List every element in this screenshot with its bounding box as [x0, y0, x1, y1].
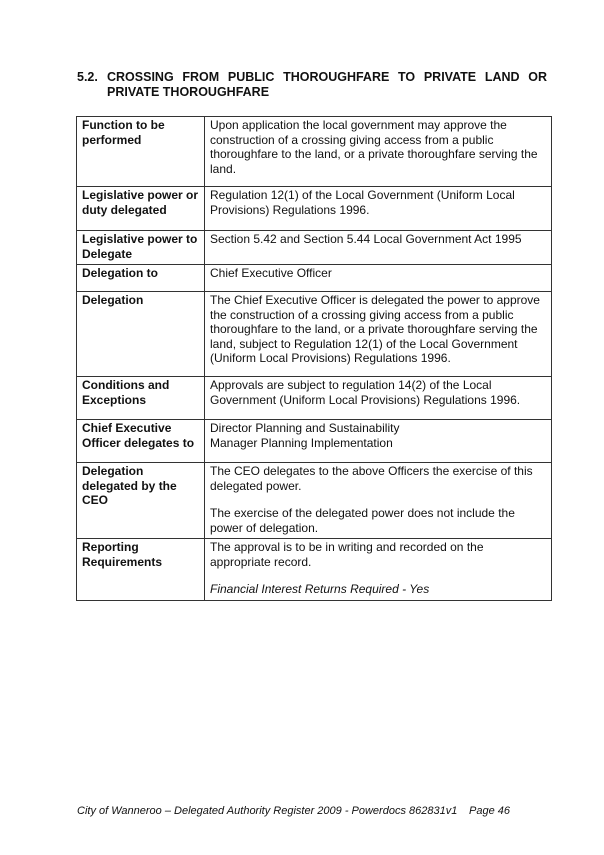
- row-text: The Chief Executive Officer is delegated the power to approve the construction of a crossing giving access from a public thoroughfare to the land, or a private thoroughfare serving the land, subject to Regulation 12(1) of the Local Government (Uniform Local Provisions) Regulations 1996.: [210, 293, 540, 365]
- row-value: [205, 117, 552, 187]
- row-label: Conditions and Exceptions: [77, 377, 205, 420]
- table-row: [77, 463, 552, 539]
- row-text: Financial Interest Returns Required - Yes: [210, 582, 430, 596]
- row-label: Chief Executive Officer delegates to: [77, 420, 205, 463]
- row-value: [205, 539, 552, 601]
- footer-text: City of Wanneroo – Delegated Authority Register 2009 - Powerdocs 862831v1: [77, 805, 458, 817]
- row-label: Function to be performed: [77, 117, 205, 187]
- row-text: Chief Executive Officer: [210, 266, 332, 280]
- table-row: [77, 187, 552, 231]
- row-text: The CEO delegates to the above Officers the exercise of this delegated power.: [210, 464, 533, 493]
- row-text: Manager Planning Implementation: [210, 435, 393, 450]
- page-number: Page 46: [469, 805, 510, 817]
- row-text: The exercise of the delegated power does not include the power of delegation.: [210, 506, 515, 535]
- section-title: CROSSING FROM PUBLIC THOROUGHFARE TO PRIVATE LAND OR PRIVATE THOROUGHFARE: [107, 70, 547, 99]
- paragraph-spacer: [210, 493, 547, 506]
- table-row: [77, 539, 552, 601]
- row-text: The approval is to be in writing and recorded on the appropriate record.: [210, 540, 484, 569]
- row-text: Approvals are subject to regulation 14(2) of the Local Government (Uniform Local Provisions) Regulations 1996.: [210, 378, 521, 407]
- row-value: [205, 292, 552, 377]
- row-value: [205, 231, 552, 265]
- table-row: [77, 377, 552, 420]
- row-label: Legislative power to Delegate: [77, 231, 205, 265]
- table-row: [77, 231, 552, 265]
- row-label: Legislative power or duty delegated: [77, 187, 205, 231]
- row-text: Section 5.42 and Section 5.44 Local Government Act 1995: [210, 232, 522, 246]
- row-value: [205, 265, 552, 292]
- row-text: Regulation 12(1) of the Local Government (Uniform Local Provisions) Regulations 1996.: [210, 188, 515, 217]
- row-label: Delegation to: [77, 265, 205, 292]
- page-footer: [77, 805, 537, 818]
- paragraph-spacer: [210, 569, 547, 582]
- table-row: [77, 117, 552, 187]
- table-row: [77, 420, 552, 463]
- table-row: [77, 265, 552, 292]
- delegation-table: [76, 116, 552, 601]
- row-value: [205, 463, 552, 539]
- table-row: [77, 292, 552, 377]
- section-number: 5.2.: [77, 70, 98, 84]
- row-label: Reporting Requirements: [77, 539, 205, 601]
- row-value: [205, 377, 552, 420]
- row-text: Director Planning and Sustainability: [210, 421, 400, 435]
- row-value: [205, 187, 552, 231]
- row-value: [205, 420, 552, 463]
- row-label: Delegation delegated by the CEO: [77, 463, 205, 539]
- section-heading: [77, 70, 547, 100]
- row-label: Delegation: [77, 292, 205, 377]
- row-text: Upon application the local government may approve the construction of a crossing giving access from a public thoroughfare to the land, or a private thoroughfare serving the land.: [210, 118, 538, 176]
